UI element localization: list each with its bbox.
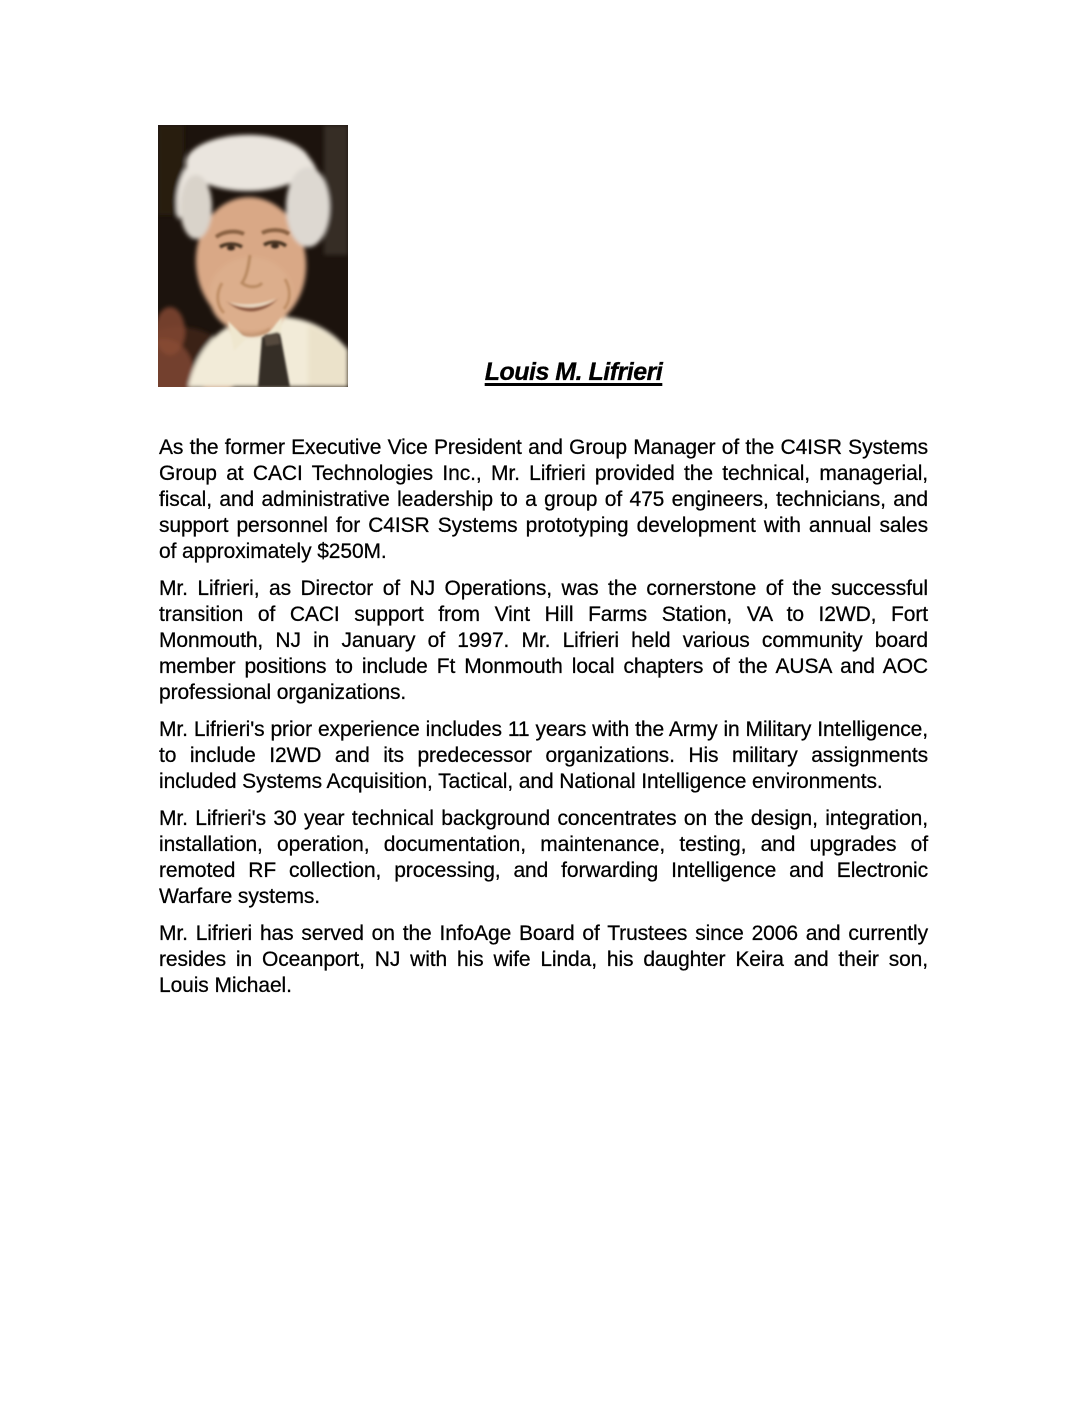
- document-body: [159, 0, 928, 1010]
- bio-paragraph-4: Mr. Lifrieri's 30 year technical background concentrates on the design, integration, installation, operation, documentation, maintenance, testing, and upgrades of remoted RF collection, processing, and forwarding Intelligence and Electronic Warfare systems.: [159, 807, 928, 908]
- bio-paragraph-3: Mr. Lifrieri's prior experience includes 11 years with the Army in Military Intelligence, to include I2WD and its predecessor organizations. His military assignments included Systems Acquisition, Tactical, and National Intelligence environments.: [159, 718, 928, 793]
- bio-paragraph-2: Mr. Lifrieri, as Director of NJ Operations, was the cornerstone of the successful transition of CACI support from Vint Hill Farms Station, VA to I2WD, Fort Monmouth, NJ in January of 1997. Mr. Lifrieri held various community board member positions to include Ft Monmouth local chapters of the AUSA and AOC professional organizations.: [159, 577, 928, 704]
- bio-paragraph-5: Mr. Lifrieri has served on the InfoAge Board of Trustees since 2006 and currently resides in Oceanport, NJ with his wife Linda, his daughter Keira and their son, Louis Michael.: [159, 922, 928, 997]
- page-title-text: Louis M. Lifrieri: [484, 358, 663, 386]
- bio-paragraph-1: As the former Executive Vice President and Group Manager of the C4ISR Systems Group at CACI Technologies Inc., Mr. Lifrieri provided the technical, managerial, fiscal, and administrative leadership to a group of 475 engineers, technicians, and support personnel for C4ISR Systems prototyping development with annual sales of approximately $250M.: [159, 436, 928, 563]
- page-title: [159, 356, 928, 388]
